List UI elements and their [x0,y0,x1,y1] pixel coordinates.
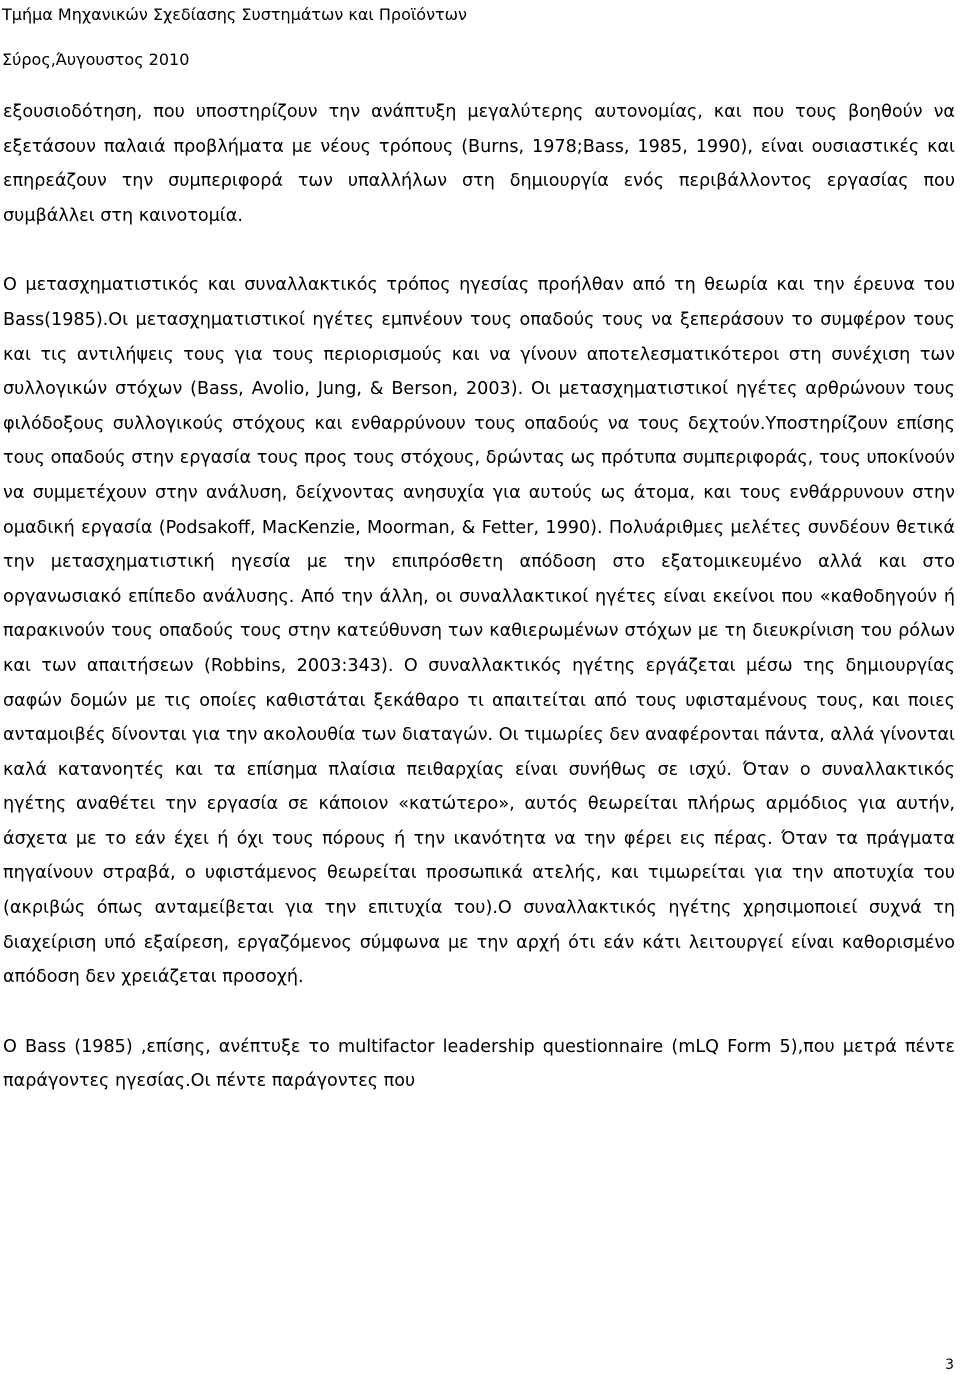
department-title: Τμήμα Μηχανικών Σχεδίασης Συστημάτων και Προϊόντων [2,5,467,24]
page-number: 3 [945,1357,954,1373]
paragraph-2: Ο μετασχηματιστικός και συναλλακτικός τρόπος ηγεσίας προήλθαν από τη θεωρία και την έρευνα του Bass(1985).Οι μετασχηματιστικοί ηγέτες εμπνέουν τους οπαδούς τους να ξεπεράσουν το συμφέρον τους και τις αντιλήψεις τους για τους περιορισμούς και να γίνουν αποτελεσματικότεροι στη συνέχιση των συλλογικών στόχων (Bass, Avolio, Jung, & Berson, 2003). Οι μετασχηματιστικοί ηγέτες αρθρώνουν τους φιλόδοξους συλλογικούς στόχους και ενθαρρύνουν τους οπαδούς να τους δεχτούν.Υποστηρίζουν επίσης τους οπαδούς στην εργασία τους προς τους στόχους, δρώντας ως πρότυπα συμπεριφοράς, τους υποκίνούν να συμμετέχουν στην ανάλυση, δείχνοντας ανησυχία για αυτούς ως άτομα, και τους ενθάρρυνουν στην ομαδική εργασία (Podsakoff, MacKenzie, Moorman, & Fetter, 1990). Πολυάριθμες μελέτες συνδέουν θετικά την μετασχηματιστική ηγεσία με την επιπρόσθετη απόδοση στο εξατομικευμένο αλλά και στο οργανωσιακό επίπεδο ανάλυσης. Από την άλλη, οι συναλλακτικοί ηγέτες είναι εκείνοι που «καθοδηγούν ή παρακινούν τους οπαδούς τους στην κατεύθυνση των καθιερωμένων στόχων με τη διευκρίνιση του ρόλων και των απαιτήσεων (Robbins, 2003:343). Ο συναλλακτικός ηγέτης εργάζεται μέσω της δημιουργίας σαφών δομών με τις οποίες καθιστάται ξεκάθαρο τι απαιτείται από τους υφισταμένους τους, και ποιες ανταμοιβές δίνονται για την ακολουθία των διαταγών. Οι τιμωρίες δεν αναφέρονται πάντα, αλλά γίνονται καλά κατανοητές και τα επίσημα πλαίσια πειθαρχίας είναι συνήθως σε ισχύ. Όταν ο συναλλακτικός ηγέτης αναθέτει την εργασία σε κάποιον «κατώτερο», αυτός θεωρείται πλήρως αρμόδιος για αυτήν, άσχετα με το εάν έχει ή όχι τους πόρους ή την ικανότητα να την φέρει εις πέρας. Όταν τα πράγματα πηγαίνουν στραβά, ο υφιστάμενος θεωρείται προσωπικά ατελής, και τιμωρείται για την αποτυχία του (ακριβώς όπως ανταμείβεται για την επιτυχία του).Ο συναλλακτικός ηγέτης χρησιμοποιεί συχνά τη διαχείριση υπό εξαίρεση, εργαζόμενος σύμφωνα με την αρχή ότι εάν κάτι λειτουργεί είναι καθορισμένο απόδοση δεν χρειάζεται προσοχή. [3,275,955,988]
paragraph-3: Ο Bass (1985) ,επίσης, ανέπτυξε το multifactor leadership questionnaire (mLQ Form 5),που μετρά πέντε παράγοντες ηγεσίας.Οι πέντε παράγοντες που [3,1036,955,1092]
paragraph-1: εξουσιοδότηση, που υποστηρίζουν την ανάπτυξη μεγαλύτερης αυτονομίας, και που τους βοηθούν να εξετάσουν παλαιά προβλήματα με νέους τρόπους (Burns, 1978;Bass, 1985, 1990), είναι ουσιαστικές και επηρεάζουν την συμπεριφορά των υπαλλήλων στη δημιουργία ενός περιβάλλοντος εργασίας που συμβάλλει στη καινοτομία. [3,102,955,226]
body-text [3,95,955,1099]
location-date: Σύρος,Άυγουστος 2010 [2,50,190,69]
